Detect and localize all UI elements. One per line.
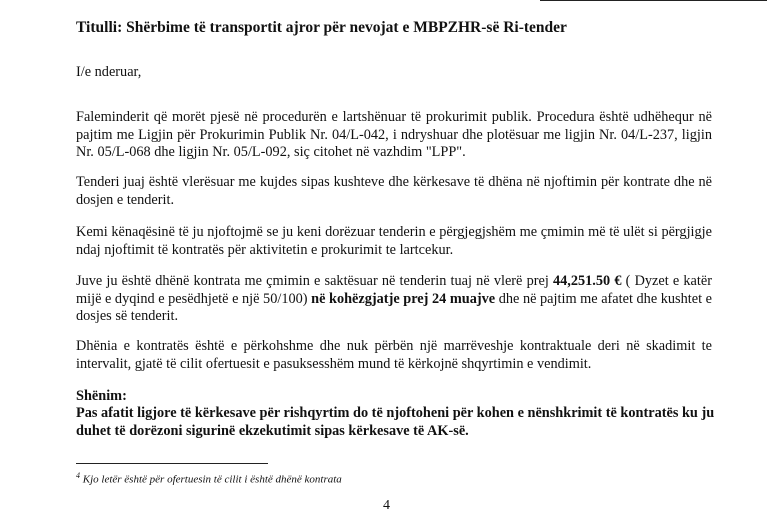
- footnote-marker: 4: [76, 471, 80, 480]
- page-number: 4: [383, 498, 390, 513]
- header-rule: [540, 0, 767, 1]
- salutation: I/e nderuar,: [76, 64, 142, 80]
- paragraph-intro: Faleminderit që morët pjesë në procedurën e lartshënuar të prokurimit publik. Procedura është udhëhequr në pajtim me Ligjin për Prokurimin Publik Nr. 04/L-042, i ndryshuar dhe plotësuar me ligjin Nr. 04/L-237, ligjin Nr. 05/L-068 dhe ligjin Nr. 05/L-092, siç citohet në vazhdim "LPP".: [76, 109, 712, 160]
- footnote-rule: [76, 463, 268, 464]
- contract-duration: në kohëzgjatje prej 24 muajve: [311, 290, 496, 307]
- contract-text-part1: Juve ju është dhënë kontrata me çmimin e saktësuar në tenderin tuaj në vlerë prej: [76, 273, 553, 289]
- note-heading: Shënim:: [76, 388, 127, 404]
- paragraph-contract-value: [76, 273, 712, 326]
- paragraph-award-notice: Kemi kënaqësinë të ju njoftojmë se ju keni dorëzuar tenderin e përgjegjshëm me çmimin më të ulët si përgjigje ndaj njoftimit të kontratës për aktivitetin e prokurimit te lartcekur.: [76, 224, 712, 258]
- footnote-text: Kjo letër është për ofertuesin të cilit i është dhënë kontrata: [80, 473, 342, 486]
- document-title: Titulli: Shërbime të transportit ajror për nevojat e MBPZHR-së Ri-tender: [76, 19, 567, 36]
- contract-amount-words: ( Dyzet e katër mijë e dyqind e pesëdhjetë e një 50/100): [76, 273, 712, 307]
- contract-amount: 44,251.50 €: [552, 273, 622, 289]
- footnote: [76, 471, 342, 486]
- note-body: Pas afatit ligjore të kërkesave për rishqyrtim do të njoftoheni për kohen e nënshkrimit të kontratës ku ju duhet të dorëzoni sigurinë ekzekutimit sipas kërkesave të AK-së.: [76, 405, 715, 439]
- paragraph-provisional: Dhënia e kontratës është e përkohshme dhe nuk përbën një marrëveshje kontraktuale deri në skadimit te intervalit, gjatë të cilit ofertuesit e pasuksesshëm mund të kërkojnë shqyrtimin e vendimit.: [76, 338, 712, 372]
- paragraph-evaluation: Tenderi juaj është vlerësuar me kujdes sipas kushteve dhe kërkesave të dhëna në njoftimin për kontrate dhe në dosjen e tenderit.: [76, 174, 712, 208]
- contract-text-part3: dhe në pajtim me afatet dhe kushtet e dosjes së tenderit.: [76, 290, 712, 324]
